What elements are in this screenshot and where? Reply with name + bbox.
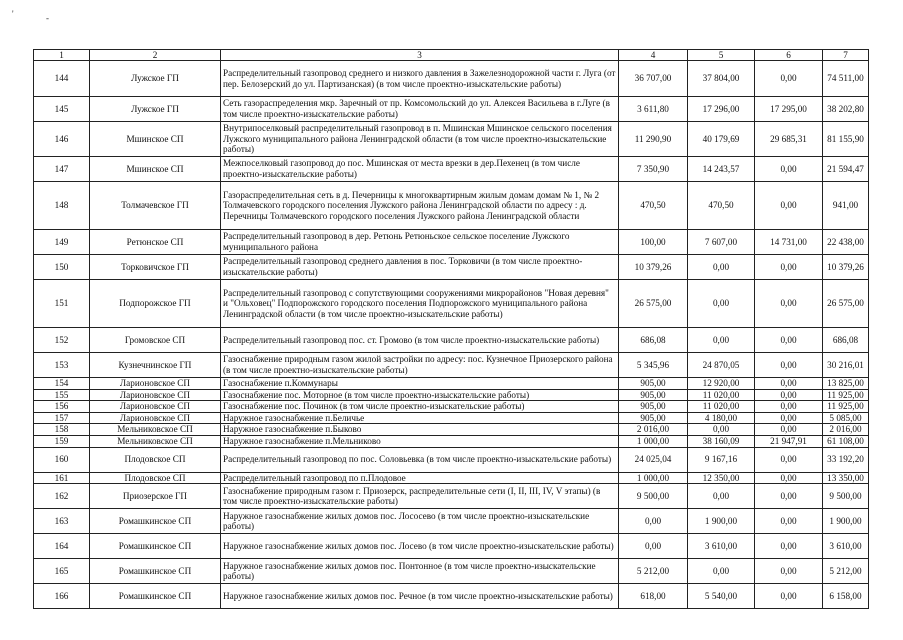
row-number: 164: [34, 534, 90, 559]
row-number: 156: [34, 401, 90, 413]
project-description: Распределительный газопровод среднего давления в пос. Торковичи (в том числе проектно-изыскательские работы): [221, 255, 619, 280]
settlement-name: Ларионовское СП: [90, 401, 221, 413]
settlement-name: Ретюнское СП: [90, 230, 221, 255]
project-description: Наружное газоснабжение п.Быково: [221, 424, 619, 436]
table-row: [34, 447, 869, 472]
amount-col6: 21 947,91: [755, 435, 823, 447]
settlement-name: Ларионовское СП: [90, 412, 221, 424]
amount-col6: 29 685,31: [755, 122, 823, 157]
amount-col4: 5 212,00: [619, 559, 688, 584]
header-cell: 5: [688, 50, 755, 61]
project-description: Наружное газоснабжение жилых домов пос. Лосево (в том числе проектно-изыскательские работы): [221, 534, 619, 559]
amount-col6: 0,00: [755, 182, 823, 230]
project-description: Газоснабжение пос. Моторное (в том числе проектно-изыскательские работы): [221, 389, 619, 401]
amount-col5: 4 180,00: [688, 412, 755, 424]
amount-col5: 5 540,00: [688, 584, 755, 609]
amount-col6: 0,00: [755, 412, 823, 424]
row-number: 166: [34, 584, 90, 609]
amount-total: 9 500,00: [823, 484, 869, 509]
settlement-name: Ромашкинское СП: [90, 584, 221, 609]
settlement-name: Толмачевское ГП: [90, 182, 221, 230]
amount-col4: 26 575,00: [619, 280, 688, 328]
amount-col4: 470,50: [619, 182, 688, 230]
amount-col5: 0,00: [688, 424, 755, 436]
amount-col6: 0,00: [755, 509, 823, 534]
settlement-name: Плодовское СП: [90, 472, 221, 484]
row-number: 144: [34, 61, 90, 97]
row-number: 150: [34, 255, 90, 280]
table-row: [34, 559, 869, 584]
project-description: Газоснабжение п.Коммунары: [221, 378, 619, 390]
amount-total: 3 610,00: [823, 534, 869, 559]
amount-col5: 37 804,00: [688, 61, 755, 97]
row-number: 161: [34, 472, 90, 484]
table-row: [34, 584, 869, 609]
amount-col5: 470,50: [688, 182, 755, 230]
amount-col5: 24 870,05: [688, 353, 755, 378]
table-row: [34, 534, 869, 559]
row-number: 162: [34, 484, 90, 509]
amount-col4: 100,00: [619, 230, 688, 255]
amount-col5: 40 179,69: [688, 122, 755, 157]
table-row: [34, 424, 869, 436]
table-row: [34, 412, 869, 424]
column-number-header-row: [34, 50, 869, 61]
settlement-name: Приозерское ГП: [90, 484, 221, 509]
row-number: 146: [34, 122, 90, 157]
scan-speck: -: [46, 13, 49, 23]
header-cell: 2: [90, 50, 221, 61]
amount-total: 11 925,00: [823, 389, 869, 401]
settlement-name: Кузнечнинское ГП: [90, 353, 221, 378]
header-cell: 4: [619, 50, 688, 61]
amount-col6: 0,00: [755, 534, 823, 559]
amount-col5: 12 350,00: [688, 472, 755, 484]
amount-col5: 0,00: [688, 484, 755, 509]
amount-col4: 618,00: [619, 584, 688, 609]
amount-total: 13 350,00: [823, 472, 869, 484]
amount-col5: 0,00: [688, 255, 755, 280]
amount-col4: 1 000,00: [619, 472, 688, 484]
project-description: Газоснабжение природным газом г. Приозерск, распределительные сети (I, II, III, IV, V этапы) (в том числе проектно-изыскательские работы): [221, 484, 619, 509]
amount-col4: 5 345,96: [619, 353, 688, 378]
amount-col4: 9 500,00: [619, 484, 688, 509]
project-description: Наружное газоснабжение жилых домов пос. Речное (в том числе проектно-изыскательские работы): [221, 584, 619, 609]
table-row: [34, 280, 869, 328]
project-description: Распределительный газопровод в дер. Ретюнь Ретюньское сельское поселение Лужского муниципального района: [221, 230, 619, 255]
settlement-name: Ромашкинское СП: [90, 534, 221, 559]
amount-col4: 905,00: [619, 378, 688, 390]
table-row: [34, 157, 869, 182]
table-row: [34, 472, 869, 484]
amount-col5: 7 607,00: [688, 230, 755, 255]
table-row: [34, 378, 869, 390]
amount-col4: 905,00: [619, 401, 688, 413]
row-number: 152: [34, 328, 90, 353]
amount-col6: 0,00: [755, 157, 823, 182]
table-row: [34, 61, 869, 97]
table-row: [34, 230, 869, 255]
row-number: 149: [34, 230, 90, 255]
amount-col6: 0,00: [755, 61, 823, 97]
amount-col6: 0,00: [755, 424, 823, 436]
amount-col4: 7 350,90: [619, 157, 688, 182]
amount-col5: 0,00: [688, 280, 755, 328]
amount-col6: 0,00: [755, 378, 823, 390]
amount-col5: 3 610,00: [688, 534, 755, 559]
scan-speck: ': [12, 9, 14, 19]
settlement-name: Мшинское СП: [90, 157, 221, 182]
settlement-name: Лужское ГП: [90, 61, 221, 97]
amount-total: 11 925,00: [823, 401, 869, 413]
amount-col4: 11 290,90: [619, 122, 688, 157]
amount-col5: 38 160,09: [688, 435, 755, 447]
amount-col5: 0,00: [688, 328, 755, 353]
table-row: [34, 182, 869, 230]
amount-col4: 10 379,26: [619, 255, 688, 280]
table-row: [34, 389, 869, 401]
header-cell: 3: [221, 50, 619, 61]
amount-total: 6 158,00: [823, 584, 869, 609]
project-description: Распределительный газопровод пос. ст. Громово (в том числе проектно-изыскательские работы): [221, 328, 619, 353]
header-cell: 7: [823, 50, 869, 61]
amount-total: 26 575,00: [823, 280, 869, 328]
amount-col4: 0,00: [619, 509, 688, 534]
amount-total: 1 900,00: [823, 509, 869, 534]
project-description: Газоснабжение пос. Починок (в том числе проектно-изыскательские работы): [221, 401, 619, 413]
amount-col6: 14 731,00: [755, 230, 823, 255]
row-number: 153: [34, 353, 90, 378]
amount-col4: 36 707,00: [619, 61, 688, 97]
project-description: Наружное газоснабжение жилых домов пос. Понтонное (в том числе проектно-изыскательские работы): [221, 559, 619, 584]
project-description: Наружное газоснабжение п.Беличье: [221, 412, 619, 424]
amount-col4: 905,00: [619, 389, 688, 401]
project-description: Газоснабжение природным газом жилой застройки по адресу: пос. Кузнечное Приозерского района (в том числе проектно-изыскательские работы): [221, 353, 619, 378]
amount-total: 5 085,00: [823, 412, 869, 424]
amount-col4: 24 025,04: [619, 447, 688, 472]
amount-total: 61 108,00: [823, 435, 869, 447]
amount-total: 74 511,00: [823, 61, 869, 97]
amount-total: 21 594,47: [823, 157, 869, 182]
amount-total: 33 192,20: [823, 447, 869, 472]
amount-total: 22 438,00: [823, 230, 869, 255]
row-number: 148: [34, 182, 90, 230]
amount-col5: 11 020,00: [688, 389, 755, 401]
gasification-table: [33, 49, 869, 609]
project-description: Внутрипоселковый распределительный газопровод в п. Мшинская Мшинское сельского поселения Лужского муниципального района Ленинградской области (в том числе проектно-изыскательские работы): [221, 122, 619, 157]
amount-col5: 11 020,00: [688, 401, 755, 413]
table-row: [34, 122, 869, 157]
row-number: 159: [34, 435, 90, 447]
amount-col6: 0,00: [755, 447, 823, 472]
project-description: Наружное газоснабжение п.Мельниково: [221, 435, 619, 447]
amount-total: 30 216,01: [823, 353, 869, 378]
settlement-name: Ларионовское СП: [90, 378, 221, 390]
settlement-name: Ларионовское СП: [90, 389, 221, 401]
row-number: 163: [34, 509, 90, 534]
amount-col6: 0,00: [755, 401, 823, 413]
amount-total: 38 202,80: [823, 97, 869, 122]
amount-col4: 2 016,00: [619, 424, 688, 436]
amount-col6: 0,00: [755, 484, 823, 509]
amount-col5: 17 296,00: [688, 97, 755, 122]
row-number: 154: [34, 378, 90, 390]
table-row: [34, 328, 869, 353]
amount-col4: 686,08: [619, 328, 688, 353]
row-number: 158: [34, 424, 90, 436]
amount-col6: 0,00: [755, 255, 823, 280]
row-number: 157: [34, 412, 90, 424]
table-row: [34, 401, 869, 413]
table-row: [34, 353, 869, 378]
settlement-name: Ромашкинское СП: [90, 509, 221, 534]
amount-col4: 905,00: [619, 412, 688, 424]
header-cell: 1: [34, 50, 90, 61]
table-row: [34, 255, 869, 280]
settlement-name: Торковичское ГП: [90, 255, 221, 280]
amount-total: 5 212,00: [823, 559, 869, 584]
amount-total: 13 825,00: [823, 378, 869, 390]
amount-col4: 1 000,00: [619, 435, 688, 447]
project-description: Наружное газоснабжение жилых домов пос. Лососево (в том числе проектно-изыскательские работы): [221, 509, 619, 534]
table-row: [34, 484, 869, 509]
row-number: 155: [34, 389, 90, 401]
amount-total: 941,00: [823, 182, 869, 230]
table-row: [34, 509, 869, 534]
project-description: Распределительный газопровод по п.Плодовое: [221, 472, 619, 484]
amount-col4: 0,00: [619, 534, 688, 559]
amount-col6: 0,00: [755, 280, 823, 328]
header-cell: 6: [755, 50, 823, 61]
row-number: 147: [34, 157, 90, 182]
amount-col6: 0,00: [755, 584, 823, 609]
project-description: Распределительный газопровод с сопутствующими сооружениями микрорайонов "Новая деревня" и "Ольховец" Подпорожского городского поселения Подпорожского муниципального района Ленинградской области (в том числе проектно-изыскательские работы): [221, 280, 619, 328]
table-row: [34, 97, 869, 122]
settlement-name: Плодовское СП: [90, 447, 221, 472]
amount-col5: 14 243,57: [688, 157, 755, 182]
row-number: 165: [34, 559, 90, 584]
project-description: Межпоселковый газопровод до пос. Мшинская от места врезки в дер.Пехенец (в том числе проектно-изыскательские работы): [221, 157, 619, 182]
settlement-name: Мшинское СП: [90, 122, 221, 157]
amount-col5: 0,00: [688, 559, 755, 584]
settlement-name: Ромашкинское СП: [90, 559, 221, 584]
amount-col6: 0,00: [755, 353, 823, 378]
project-description: Сеть газораспределения мкр. Заречный от пр. Комсомольский до ул. Алексея Васильева в г.Луге (в том числе проектно-изыскательские работы): [221, 97, 619, 122]
settlement-name: Подпорожское ГП: [90, 280, 221, 328]
row-number: 145: [34, 97, 90, 122]
amount-col6: 0,00: [755, 389, 823, 401]
project-description: Газораспределительная сеть в д. Печерницы к многоквартирным жилым домам домам № 1, № 2 Толмачевского городского поселения Лужского района Ленинградской области по адресу : д. Перечницы Толмачевского городского поселения Лужского района Ленинградской области: [221, 182, 619, 230]
amount-col6: 0,00: [755, 472, 823, 484]
amount-col5: 12 920,00: [688, 378, 755, 390]
settlement-name: Громовское СП: [90, 328, 221, 353]
amount-total: 686,08: [823, 328, 869, 353]
settlement-name: Лужское ГП: [90, 97, 221, 122]
amount-col5: 1 900,00: [688, 509, 755, 534]
project-description: Распределительный газопровод среднего и низкого давления в Зажелезнодорожной части г. Луга (от пер. Белозерский до ул. Партизанская) (в том числе проектно-изыскательские работы): [221, 61, 619, 97]
settlement-name: Мельниковское СП: [90, 424, 221, 436]
amount-total: 81 155,90: [823, 122, 869, 157]
amount-col6: 0,00: [755, 328, 823, 353]
amount-col6: 0,00: [755, 559, 823, 584]
amount-total: 2 016,00: [823, 424, 869, 436]
settlement-name: Мельниковское СП: [90, 435, 221, 447]
amount-col5: 9 167,16: [688, 447, 755, 472]
amount-total: 10 379,26: [823, 255, 869, 280]
row-number: 160: [34, 447, 90, 472]
amount-col4: 3 611,80: [619, 97, 688, 122]
table-row: [34, 435, 869, 447]
project-description: Распределительный газопровод по пос. Соловьевка (в том числе проектно-изыскательские работы): [221, 447, 619, 472]
amount-col6: 17 295,00: [755, 97, 823, 122]
row-number: 151: [34, 280, 90, 328]
